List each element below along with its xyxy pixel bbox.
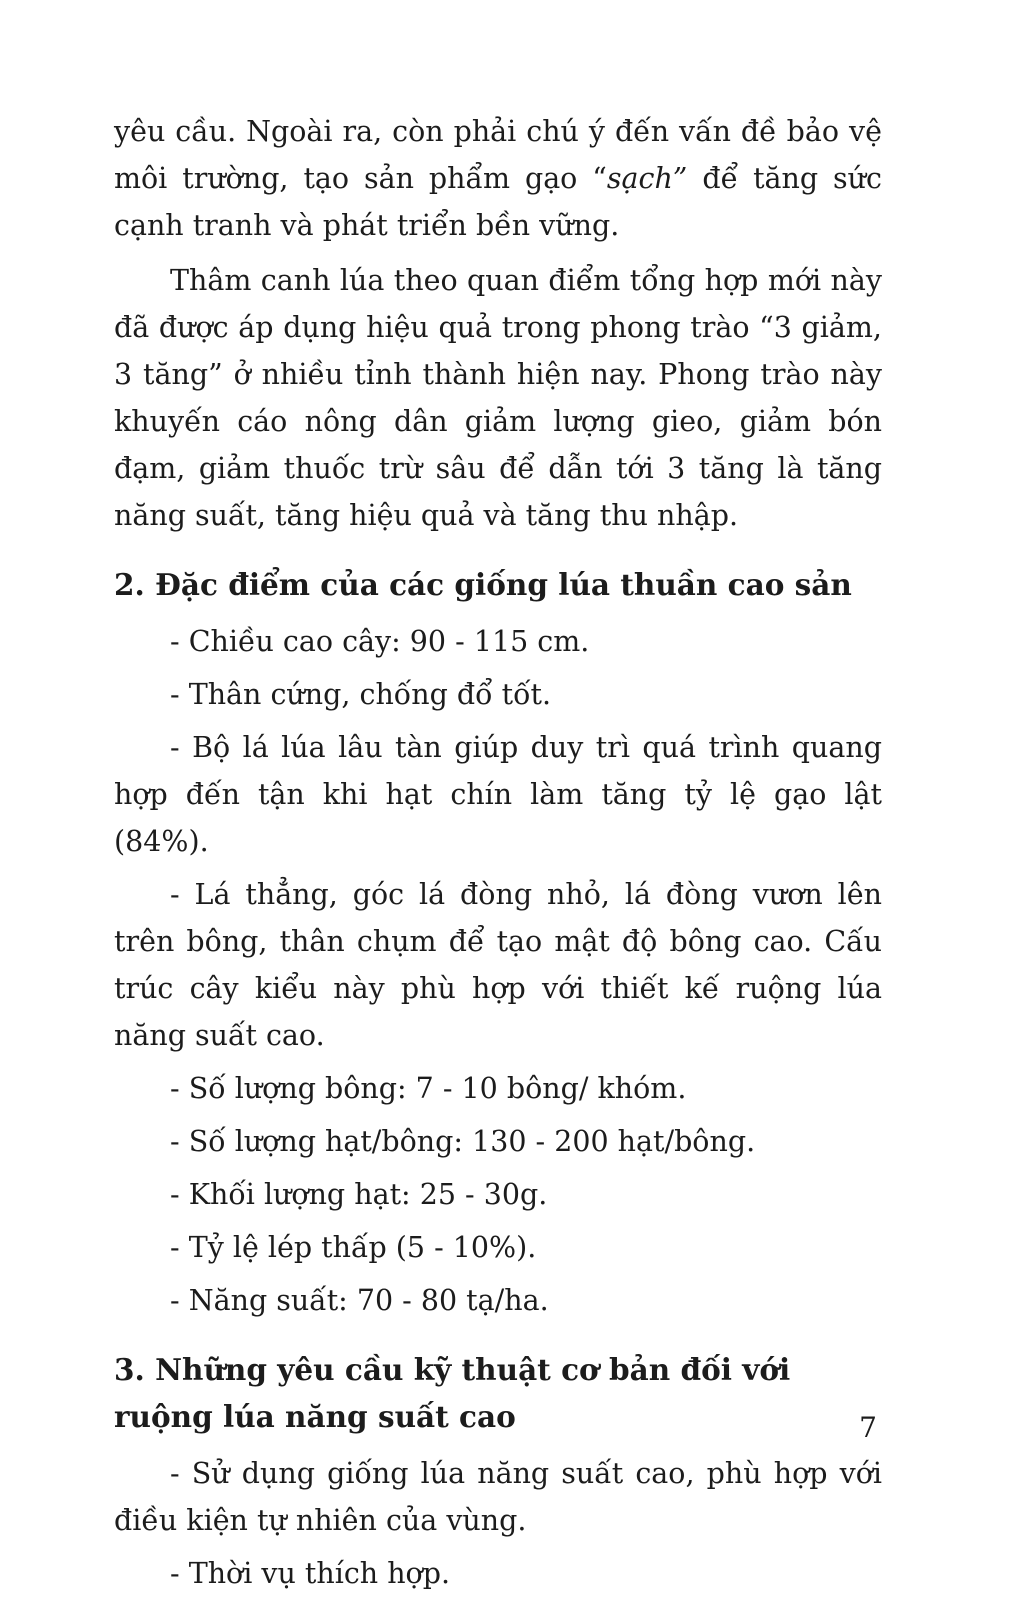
list-item: - Chiều cao cây: 90 - 115 cm. (170, 625, 590, 658)
text-column (114, 108, 882, 1603)
list-item: - Bộ lá lúa lâu tàn giúp duy trì quá trình quang hợp đến tận khi hạt chín làm tăng tỷ lệ gạo lật (84%). (114, 731, 882, 858)
paragraph-italic-word: sạch” (606, 162, 688, 195)
list-item: - Số lượng hạt/bông: 130 - 200 hạt/bông. (170, 1125, 756, 1158)
list-item: - Tỷ lệ lép thấp (5 - 10%). (170, 1231, 537, 1264)
list-item: - Thời vụ thích hợp. (170, 1557, 451, 1590)
paragraph-text: yêu cầu. Ngoài ra, còn phải chú ý đến vấn đề bảo vệ môi trường, tạo sản phẩm gạo “ (114, 115, 882, 195)
section-heading-2: 2. Đặc điểm của các giống lúa thuần cao sản (114, 567, 852, 602)
page-number: 7 (859, 1411, 877, 1444)
list-item: - Thân cứng, chống đổ tốt. (170, 678, 552, 711)
list-item: - Lá thẳng, góc lá đòng nhỏ, lá đòng vươn lên trên bông, thân chụm để tạo mật độ bông cao. Cấu trúc cây kiểu này phù hợp với thiết kế ruộng lúa năng suất cao. (114, 878, 882, 1052)
list-item: - Sử dụng giống lúa năng suất cao, phù hợp với điều kiện tự nhiên của vùng. (114, 1457, 882, 1537)
paragraph-continuation (114, 108, 882, 249)
paragraph-text: để tăng sức cạnh tranh và phát triển bền vững. (114, 162, 882, 242)
paragraph: Thâm canh lúa theo quan điểm tổng hợp mới này đã được áp dụng hiệu quả trong phong trào “3 giảm, 3 tăng” ở nhiều tỉnh thành hiện nay. Phong trào này khuyến cáo nông dân giảm lượng gieo, giảm bón đạm, giảm thuốc trừ sâu để dẫn tới 3 tăng là tăng năng suất, tăng hiệu quả và tăng thu nhập. (114, 264, 882, 532)
list-item: - Số lượng bông: 7 - 10 bông/ khóm. (170, 1072, 687, 1105)
list-item: - Năng suất: 70 - 80 tạ/ha. (170, 1284, 549, 1317)
list-item: - Khối lượng hạt: 25 - 30g. (170, 1178, 548, 1211)
section-heading-3: 3. Những yêu cầu kỹ thuật cơ bản đối với ruộng lúa năng suất cao (114, 1352, 791, 1434)
